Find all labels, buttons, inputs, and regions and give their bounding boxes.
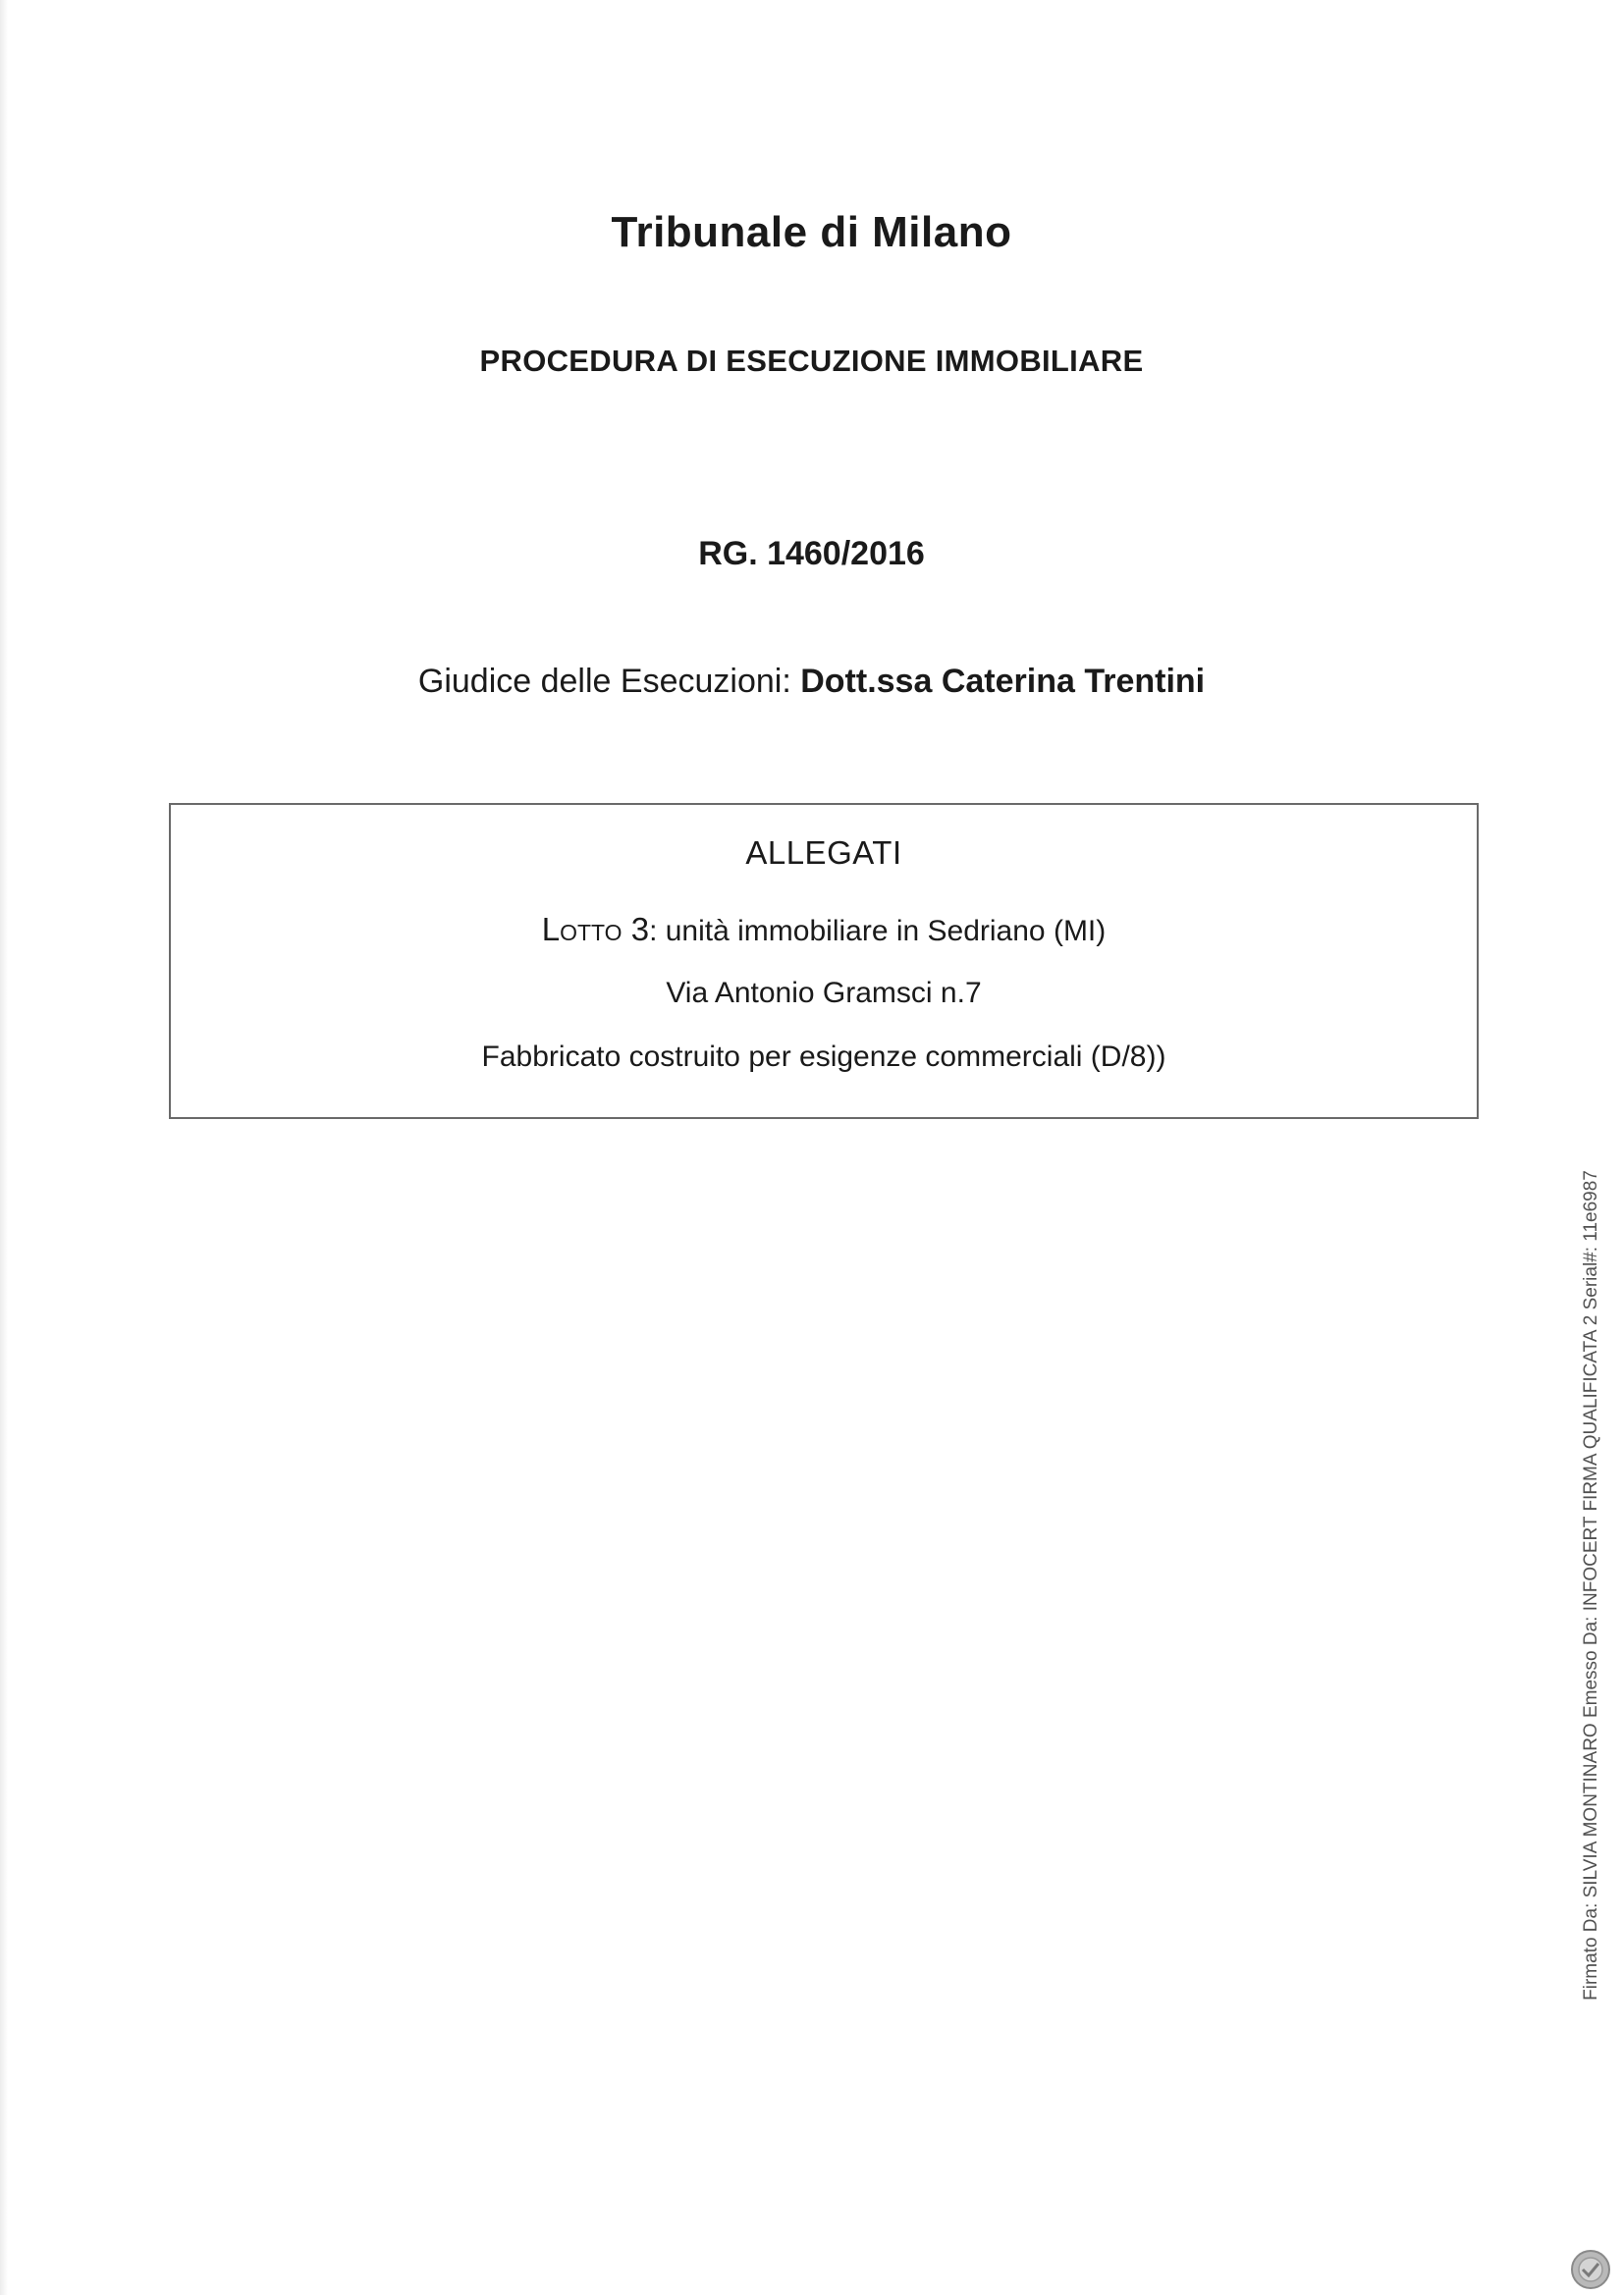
digital-signature-stamp (1572, 1170, 1611, 2001)
case-number: RG. 1460/2016 (698, 535, 925, 572)
lot-label: Lotto 3 (541, 911, 650, 947)
seal-graphic (1569, 2248, 1612, 2291)
judge-label: Giudice delle Esecuzioni: (417, 663, 791, 700)
signature-text: Firmato Da: SILVIA MONTINARO Emesso Da: INFOCERT FIRMA QUALIFICATA 2 Serial#: 11e6987 (1581, 1170, 1601, 2001)
judge-name: Dott.ssa Caterina Trentini (800, 663, 1206, 700)
seal-icon (1569, 2248, 1612, 2291)
court-title: Tribunale di Milano (611, 208, 1012, 256)
property-address: Via Antonio Gramsci n.7 (666, 977, 982, 1009)
lot-description: : unità immobiliare in Sedriano (MI) (649, 915, 1107, 947)
building-category: Fabbricato costruito per esigenze commerciali (D/8)) (481, 1041, 1166, 1073)
procedure-title: PROCEDURA DI ESECUZIONE IMMOBILIARE (479, 344, 1144, 378)
lot-line (171, 911, 1477, 948)
attachments-box (169, 803, 1479, 1119)
attachments-title: ALLEGATI (745, 834, 902, 871)
judge-line (0, 663, 1623, 701)
